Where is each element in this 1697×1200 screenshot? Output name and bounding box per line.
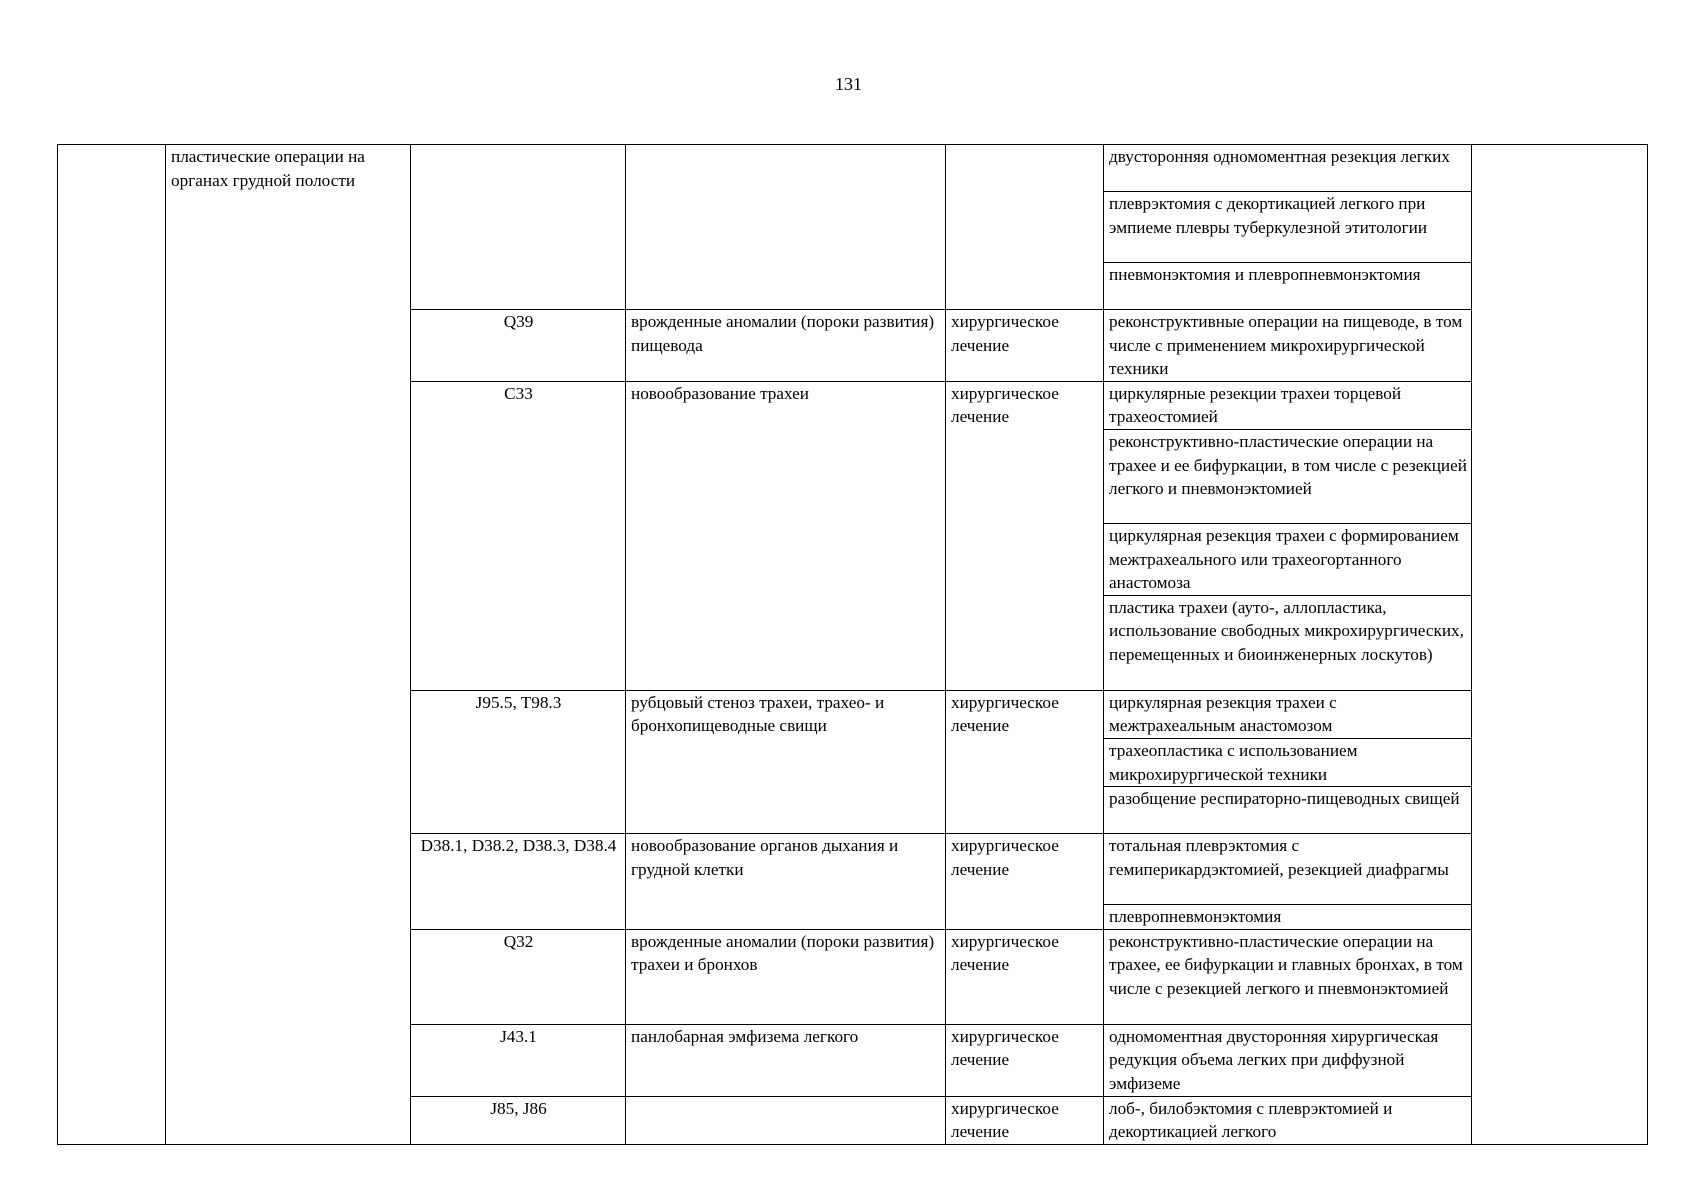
method-cell: реконструктивно-пластические операции на трахее, ее бифуркации и главных бронхах, в том числе с резекцией легкого и пневмонэктомией <box>1104 929 1472 1024</box>
treatment-cell: хирургическое лечение <box>946 834 1104 930</box>
treatment-cell: хирургическое лечение <box>946 381 1104 690</box>
method-cell: пластика трахеи (ауто-, аллопластика, использование свободных микрохирургических, перемещенных и биоинженерных лоскутов) <box>1104 595 1472 690</box>
treatment-cell: хирургическое лечение <box>946 1096 1104 1144</box>
method-cell: плеврэктомия с декортикацией легкого при эмпиеме плевры туберкулезной этитологии <box>1104 192 1472 263</box>
diagnosis-cell: панлобарная эмфизема легкого <box>626 1024 946 1096</box>
treatment-cell: хирургическое лечение <box>946 690 1104 833</box>
diagnosis-cell <box>626 145 946 310</box>
code-cell: C33 <box>411 381 626 690</box>
method-cell: одномоментная двусторонняя хирургическая редукция объема легких при диффузной эмфиземе <box>1104 1024 1472 1096</box>
row-number-cell <box>58 145 166 1145</box>
page-number: 131 <box>835 74 862 94</box>
treatment-cell: хирургическое лечение <box>946 929 1104 1024</box>
method-cell: реконструктивные операции на пищеводе, в том числе с применением микрохирургической техники <box>1104 310 1472 382</box>
diagnosis-cell: новообразование трахеи <box>626 381 946 690</box>
code-cell <box>411 145 626 310</box>
procedures-table <box>57 144 1648 1145</box>
method-cell: плевропневмонэктомия <box>1104 905 1472 930</box>
diagnosis-cell <box>626 1096 946 1144</box>
funding-cell <box>1472 145 1648 1145</box>
treatment-cell: хирургическое лечение <box>946 1024 1104 1096</box>
diagnosis-cell: новообразование органов дыхания и грудной клетки <box>626 834 946 930</box>
code-cell: Q32 <box>411 929 626 1024</box>
code-cell: J43.1 <box>411 1024 626 1096</box>
method-cell: разобщение респираторно-пищеводных свищей <box>1104 787 1472 834</box>
code-cell: J95.5, T98.3 <box>411 690 626 833</box>
method-cell: тотальная плеврэктомия с гемиперикардэктомией, резекцией диафрагмы <box>1104 834 1472 905</box>
method-cell: циркулярная резекция трахеи с межтрахеальным анастомозом <box>1104 690 1472 738</box>
method-cell: трахеопластика с использованием микрохирургической техники <box>1104 738 1472 786</box>
method-cell: реконструктивно-пластические операции на трахее и ее бифуркации, в том числе с резекцией легкого и пневмонэктомией <box>1104 429 1472 523</box>
diagnosis-cell: врожденные аномалии (пороки развития) пищевода <box>626 310 946 382</box>
diagnosis-cell: рубцовый стеноз трахеи, трахео- и бронхопищеводные свищи <box>626 690 946 833</box>
diagnosis-cell: врожденные аномалии (пороки развития) трахеи и бронхов <box>626 929 946 1024</box>
treatment-cell <box>946 145 1104 310</box>
method-cell: циркулярные резекции трахеи торцевой трахеостомией <box>1104 381 1472 429</box>
code-cell: J85, J86 <box>411 1096 626 1144</box>
section-title-cell: пластические операции на органах грудной полости <box>166 145 411 1145</box>
code-cell: Q39 <box>411 310 626 382</box>
method-cell: пневмонэктомия и плевропневмонэктомия <box>1104 263 1472 310</box>
method-cell: двусторонняя одномоментная резекция легких <box>1104 145 1472 192</box>
method-cell: циркулярная резекция трахеи с формированием межтрахеального или трахеогортанного анастомоза <box>1104 523 1472 595</box>
method-cell: лоб-, билобэктомия с плеврэктомией и декортикацией легкого <box>1104 1096 1472 1144</box>
code-cell: D38.1, D38.2, D38.3, D38.4 <box>411 834 626 930</box>
table-row <box>58 145 1648 192</box>
treatment-cell: хирургическое лечение <box>946 310 1104 382</box>
